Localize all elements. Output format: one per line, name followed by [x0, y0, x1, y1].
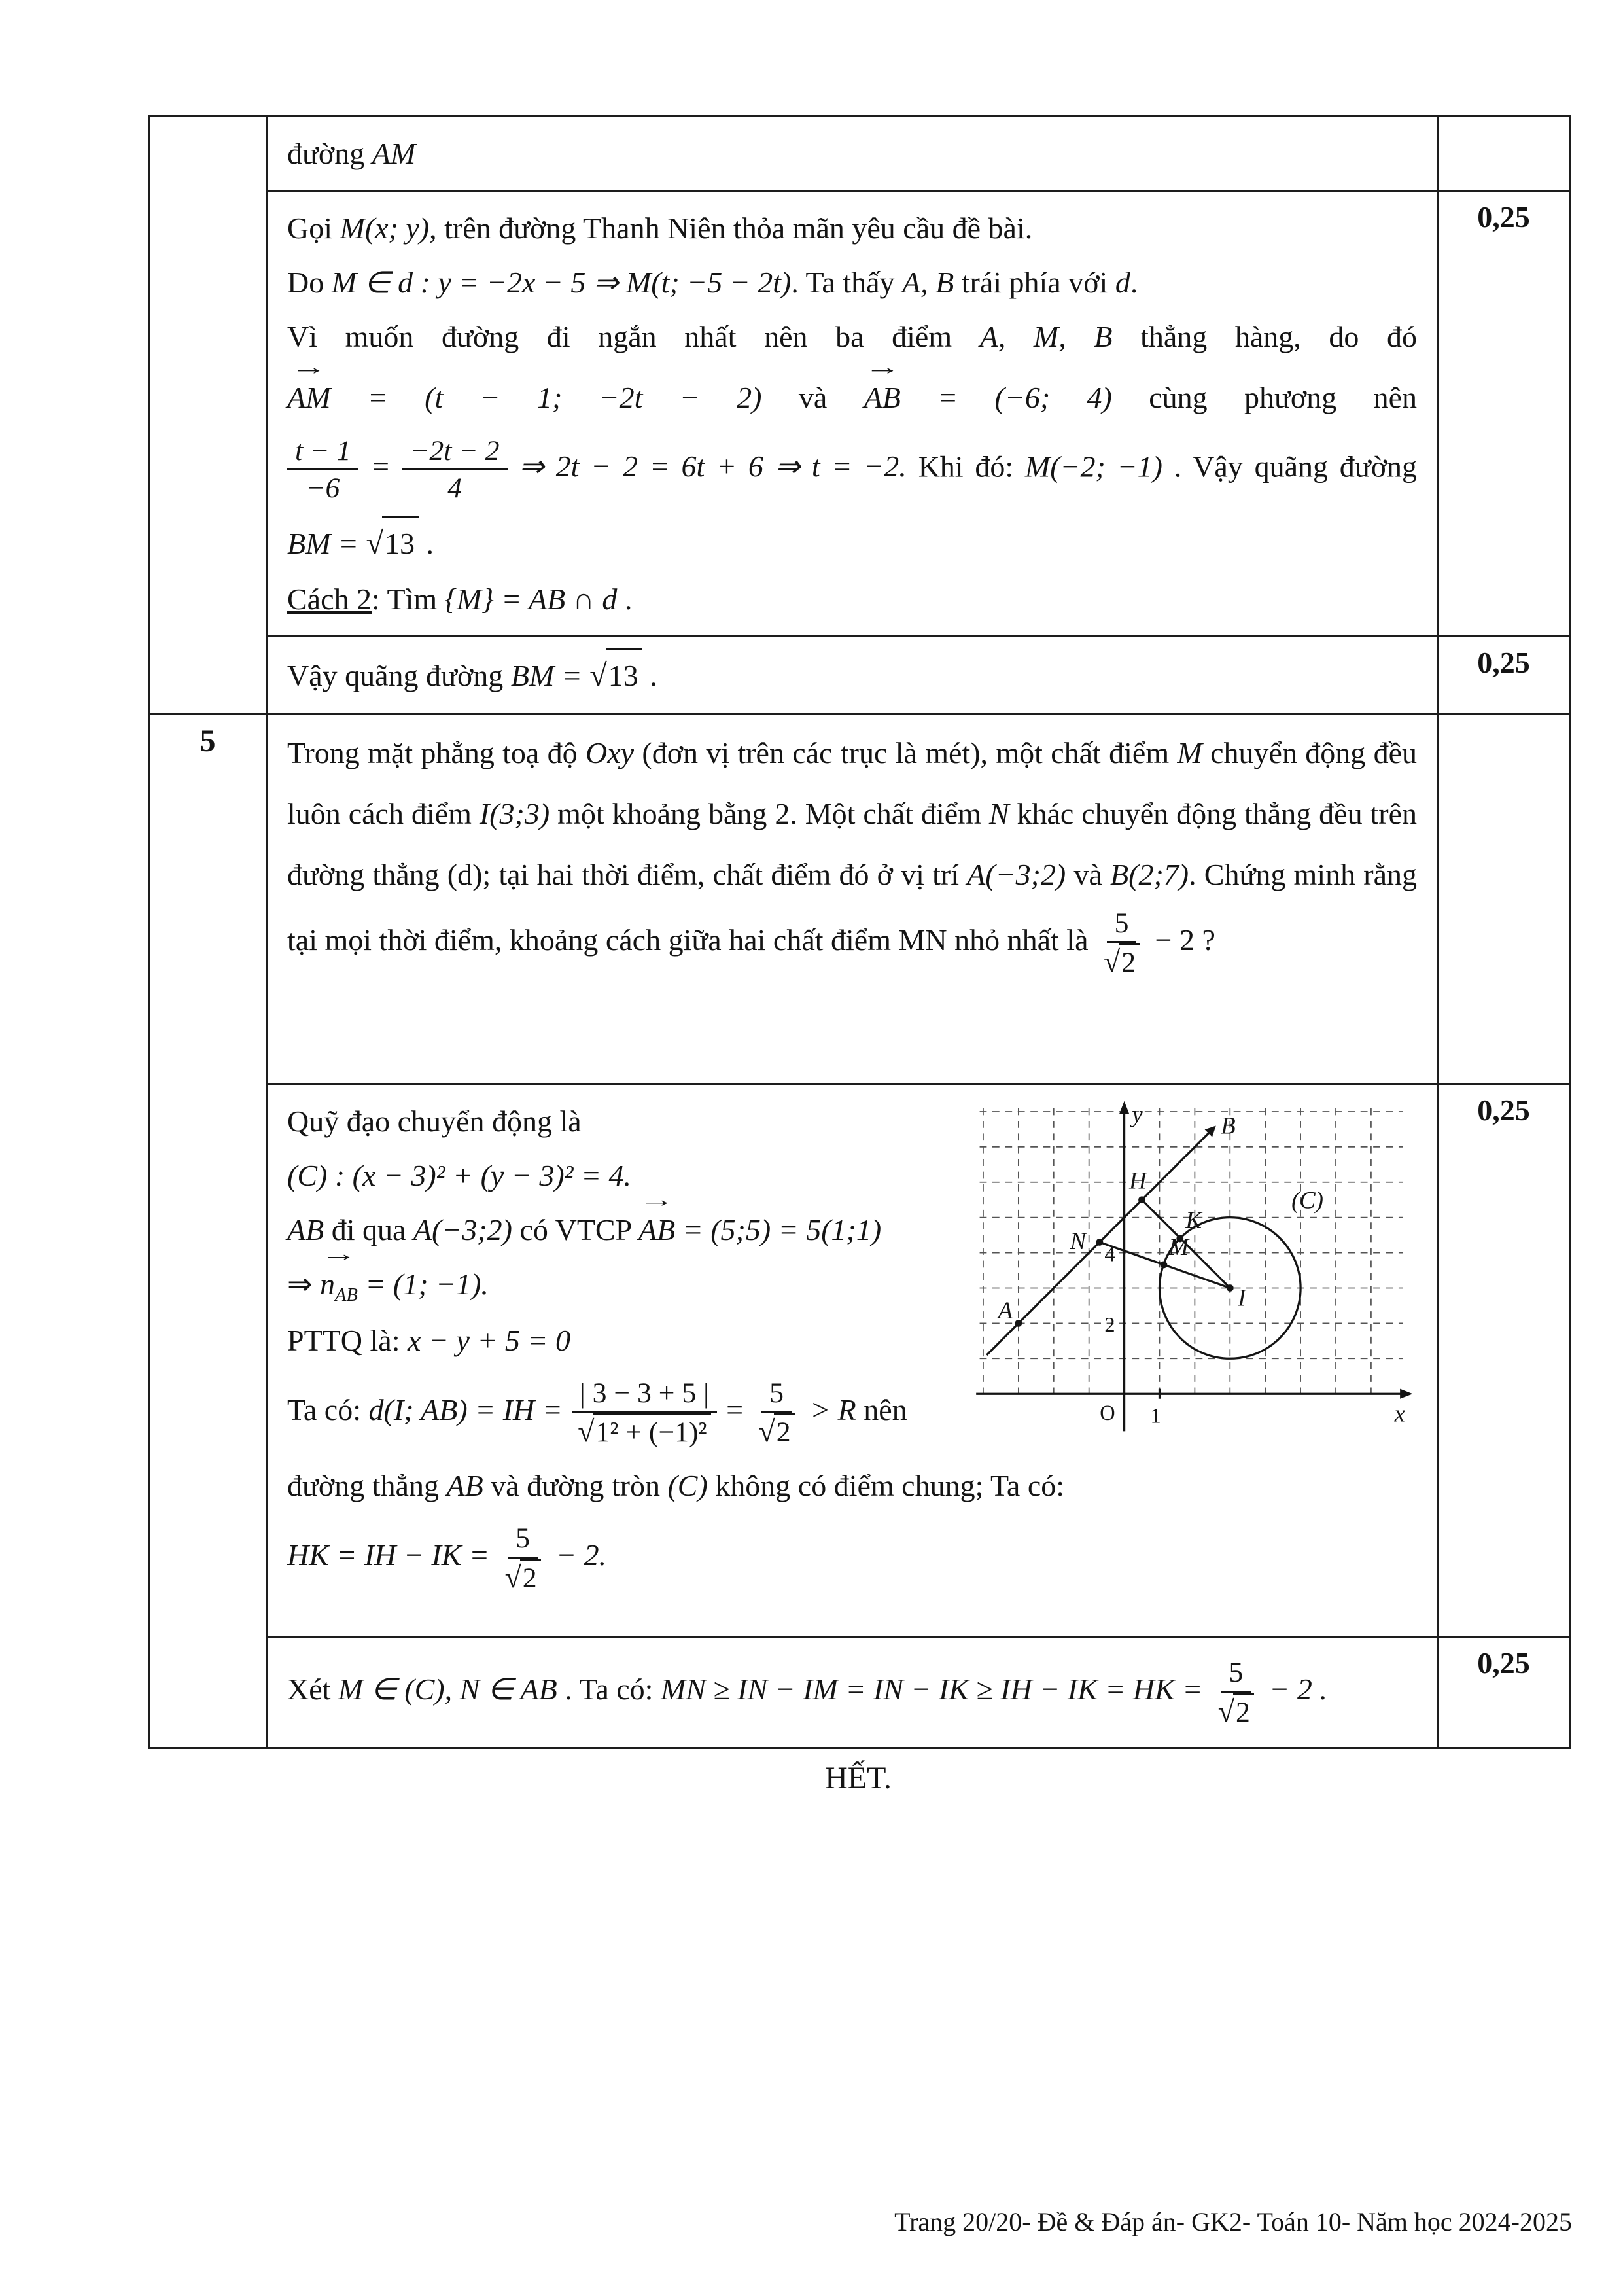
math-run: (C) : (x − 3)² + (y − 3)² = 4. [287, 1159, 631, 1193]
math-run: AB [864, 381, 901, 415]
math-run: AM [287, 381, 331, 415]
fraction-numerator: 5 [1107, 906, 1137, 944]
sqrt-radical [759, 1413, 795, 1451]
sqrt-radical [578, 1413, 710, 1451]
math-run: = [726, 1392, 744, 1426]
math-run: MN ≥ IN − IM = IN − IK ≥ IH − IK = HK = [660, 1672, 1203, 1706]
text-run: − 2 ? [1155, 923, 1215, 957]
text-run: cùng [1149, 381, 1208, 415]
q5-solution-cell [267, 1084, 1438, 1637]
label-point-A: A [998, 1296, 1013, 1324]
text-run: Khi đó: [918, 450, 1014, 484]
math-run: B(2;7) [1110, 857, 1189, 891]
math-run: A(−3;2) [413, 1213, 513, 1247]
vector-notation [320, 1242, 358, 1311]
math-run: = (−6; 4) [937, 381, 1112, 415]
coordinate-figure-svg [966, 1094, 1417, 1439]
question-number-cell: 5 [149, 715, 267, 1748]
solution-line [287, 1655, 1417, 1730]
label-point-K: K [1185, 1206, 1202, 1233]
fraction [1096, 906, 1147, 981]
text-run: thẳng hàng, do đó [1140, 320, 1417, 354]
fraction-denominator [1096, 943, 1147, 981]
math-run: N ∈ AB [459, 1672, 557, 1706]
fraction-numerator: 5 [1221, 1655, 1251, 1693]
solution-line [287, 355, 1418, 423]
text-run: đi qua [331, 1213, 406, 1247]
text-run: Ta có: [287, 1392, 362, 1426]
text-run: không có điểm chung; Ta có: [715, 1468, 1065, 1502]
math-run: d [1115, 266, 1130, 300]
label-tick-1: 1 [1150, 1404, 1161, 1428]
solution-line [287, 311, 1417, 362]
math-run: AB [638, 1213, 676, 1247]
fraction-numerator: 5 [761, 1375, 792, 1413]
text-run: PTTQ là: [287, 1323, 400, 1357]
math-run: A(−3;2) [967, 857, 1066, 891]
text-run: và [1073, 857, 1102, 891]
text-run: Vì muốn đường đi ngắn nhất nên ba điểm [287, 320, 952, 354]
text-run: và đường tròn [491, 1468, 660, 1502]
label-point-M: M [1168, 1233, 1189, 1260]
vector-arrow-icon: → [864, 355, 901, 380]
table-row-solution [149, 191, 1570, 637]
label-point-N: N [1070, 1227, 1087, 1255]
vector-arrow-icon: → [321, 1242, 357, 1266]
math-run [287, 434, 918, 504]
question-number-cell-empty [149, 116, 267, 715]
text-run: trái phía với [961, 266, 1108, 300]
label-tick-2: 2 [1104, 1313, 1115, 1337]
label-origin: O [1100, 1401, 1115, 1425]
math-run: = (t − 1; −2t − 2) [367, 381, 762, 415]
radical-sign-icon: √ [578, 1415, 595, 1449]
fraction [1210, 1655, 1262, 1730]
vector-notation [864, 355, 901, 423]
math-run: (C) [667, 1468, 708, 1502]
text-run: Gọi [287, 211, 332, 245]
table-row-conclusion [149, 636, 1570, 714]
fraction-numerator: 5 [508, 1521, 538, 1559]
text-run: . Vậy quãng đường [1174, 450, 1418, 484]
table-row-question-5 [149, 715, 1570, 1084]
vector-notation [638, 1188, 676, 1256]
math-run: ⇒ [287, 1267, 313, 1301]
math-run: = [370, 450, 391, 484]
radicand: 2 [520, 1559, 541, 1597]
math-run: M ∈ d : y = −2x − 5 ⇒ M(t; −5 − 2t) [331, 266, 792, 300]
math-run: = (1; −1). [365, 1267, 489, 1301]
text-run: : Tìm [372, 582, 438, 616]
text-run: (đơn vị trên các trục là mét), một chất điểm [642, 736, 1170, 770]
text-run: Do [287, 266, 324, 300]
score-cell-empty [1438, 116, 1570, 191]
text-run: Quỹ đạo chuyển động là [287, 1104, 582, 1139]
text-run: . [1130, 266, 1138, 300]
vector-arrow-icon: → [290, 355, 327, 380]
label-circle-C: (C) [1291, 1186, 1323, 1214]
text-run: nên [864, 1392, 907, 1426]
radicand: 2 [1119, 943, 1140, 981]
radical-sign-icon: √ [758, 1415, 775, 1449]
label-y-axis: y [1132, 1101, 1143, 1128]
text-run: . Ta thấy [791, 266, 895, 300]
page-footer: Trang 20/20- Đề & Đáp án- GK2- Toán 10- Năm học 2024-2025 [894, 2207, 1572, 2236]
fraction [402, 433, 508, 506]
table-row-q5-solution [149, 1084, 1570, 1637]
fraction-denominator [751, 1413, 803, 1451]
text-run: . Ta có: [565, 1672, 654, 1706]
math-run: N [988, 796, 1009, 830]
math-run [287, 355, 799, 415]
math-run: BM = [510, 658, 582, 692]
text-run: đường [287, 137, 365, 170]
text-run: đường thẳng [287, 1468, 439, 1502]
conclusion-cell [267, 636, 1438, 714]
math-run: − 2. [556, 1538, 607, 1572]
end-of-document-text: HẾT. [825, 1761, 892, 1795]
math-run: Oxy [585, 736, 635, 770]
text-run: và [798, 381, 828, 415]
sqrt-radical [1104, 943, 1140, 981]
fraction-numerator: t − 1 [287, 433, 358, 471]
solution-line [287, 256, 1417, 308]
math-run: BM = [287, 526, 358, 560]
vector-arrow-icon: → [638, 1188, 675, 1212]
final-step-cell [267, 1637, 1438, 1748]
fraction [287, 433, 358, 506]
radical-sign-icon: √ [1217, 1694, 1234, 1728]
text-run: một khoảng bằng 2. Một chất điểm [557, 796, 981, 830]
text-run: khác chuyển động thẳng đều trên đường thẳng (d); tại hai thời điểm, chất điểm đó ở vị trí [287, 796, 1418, 891]
radicand: 1² + (−1)² [593, 1413, 710, 1451]
fraction-denominator: −6 [305, 472, 340, 504]
label-tick-4: 4 [1104, 1242, 1115, 1266]
figure-labels [997, 1101, 1405, 1427]
math-run: AB [287, 1213, 324, 1247]
sqrt-radical [1218, 1693, 1254, 1731]
radical-sign-icon: √ [504, 1560, 521, 1594]
radical-sign-icon: √ [589, 658, 607, 693]
table-row-final [149, 1637, 1570, 1748]
sqrt-radical [589, 648, 642, 703]
math-run: x − y + 5 = 0 [407, 1323, 570, 1357]
math-run: M(x; y) [340, 211, 430, 245]
math-run: = (5;5) = 5(1;1) [682, 1213, 882, 1247]
text-run: Trong mặt phẳng toạ độ [287, 736, 578, 770]
math-run: AB [446, 1468, 483, 1502]
score-cell: 0,25 [1438, 636, 1570, 714]
solution-line [287, 202, 1417, 254]
text-run: . [624, 582, 633, 616]
math-run: ⇒ 2t − 2 = 6t + 6 ⇒ t = −2. [519, 450, 907, 484]
label-point-I: I [1238, 1284, 1246, 1311]
solution-line [287, 433, 1417, 506]
fraction-denominator [1210, 1693, 1262, 1731]
math-run: − 2 . [1269, 1672, 1327, 1706]
text-run: nên [1373, 381, 1418, 415]
coordinate-figure [966, 1094, 1417, 1439]
text-run: . [650, 658, 657, 692]
text-run: phương [1244, 381, 1337, 415]
text-run: có VTCP [519, 1213, 631, 1247]
math-run: A, M, B [979, 320, 1113, 354]
label-x-axis: x [1394, 1400, 1405, 1427]
fraction-denominator [570, 1413, 718, 1451]
text-run: , trên đường Thanh Niên thỏa mãn yêu cầu đề bài. [429, 211, 1033, 245]
solution-line [287, 648, 1417, 703]
fraction-numerator: −2t − 2 [402, 433, 508, 471]
math-run: M(−2; −1) [1024, 450, 1162, 484]
score-cell-empty [1438, 715, 1570, 1084]
score-cell: 0,25 [1438, 1637, 1570, 1748]
fraction-denominator [497, 1559, 549, 1597]
vector-notation [287, 355, 331, 423]
radicand: 13 [382, 516, 419, 569]
fraction [570, 1375, 718, 1451]
sqrt-radical [505, 1559, 541, 1597]
math-run: AM [372, 137, 416, 170]
text-run: . [426, 526, 434, 560]
text-run: Xét [287, 1672, 331, 1706]
math-run: n [320, 1267, 336, 1301]
radicand: 13 [606, 648, 642, 701]
radicand: 2 [774, 1413, 795, 1451]
fraction [497, 1521, 549, 1596]
answer-table [148, 115, 1571, 1749]
fraction-denominator: 4 [447, 472, 462, 504]
radicand: 2 [1233, 1693, 1254, 1731]
math-run: d(I; AB) = IH = [368, 1392, 563, 1426]
label-point-B: B [1221, 1112, 1236, 1139]
math-run: M ∈ (C), [338, 1672, 453, 1706]
math-run: HK = IH − IK = [287, 1538, 490, 1572]
question-5-text [287, 723, 1417, 981]
text-run: chuyển động đều luôn cách điểm [287, 736, 1418, 830]
text-run: Vậy quãng đường [287, 658, 504, 692]
solution-line [287, 573, 1417, 625]
score-cell: 0,25 [1438, 1084, 1570, 1637]
radical-sign-icon: √ [1104, 945, 1121, 979]
solution-line [287, 128, 1417, 179]
label-point-H: H [1129, 1167, 1147, 1194]
fraction-numerator: | 3 − 3 + 5 | [572, 1375, 717, 1413]
math-run: > R [810, 1392, 856, 1426]
math-run: I(3;3) [479, 796, 550, 830]
sqrt-radical [366, 516, 419, 571]
score-cell: 0,25 [1438, 191, 1570, 637]
math-run: M [1177, 736, 1202, 770]
math-run: A, B [902, 266, 954, 300]
fraction [751, 1375, 803, 1451]
table-row-continuation [149, 116, 1570, 191]
math-run [864, 355, 1149, 415]
solution-line [287, 1521, 1417, 1596]
solution-line [287, 516, 1417, 571]
math-run: {M} = AB ∩ d [444, 582, 618, 616]
text-run: . Chứng minh rằng tại mọi thời điểm, khoảng cách giữa hai chất điểm MN nhỏ nhất là [287, 857, 1418, 957]
subscript: AB [335, 1285, 358, 1306]
question-5-cell [267, 715, 1438, 1084]
radical-sign-icon: √ [366, 525, 383, 561]
underlined-text: Cách 2 [287, 582, 372, 616]
solution-line [287, 1460, 1417, 1511]
continuation-cell [267, 116, 1438, 191]
solution-cell [267, 191, 1438, 637]
